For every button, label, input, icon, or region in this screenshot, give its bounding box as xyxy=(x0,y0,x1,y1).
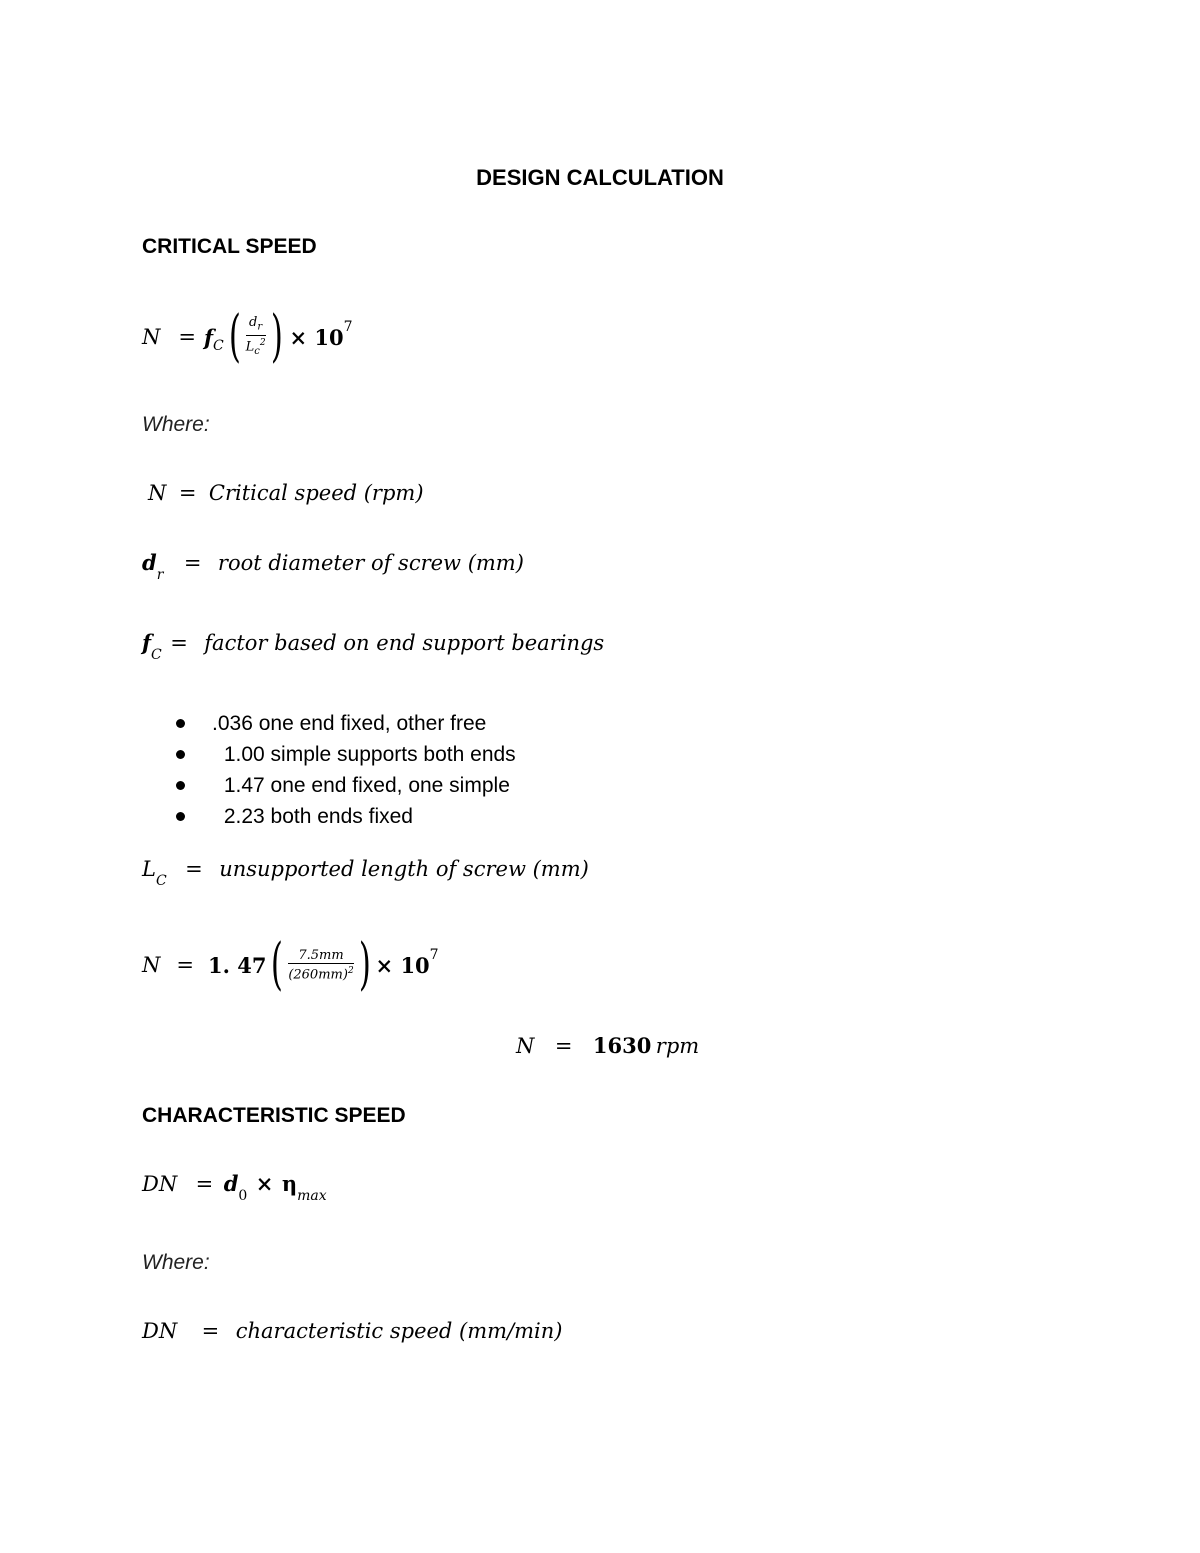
critical-speed-result xyxy=(516,1033,699,1058)
fraction-denominator: $(260mm)^2$ xyxy=(288,965,354,983)
right-paren: ) xyxy=(358,932,371,997)
formula-equals: = xyxy=(195,1172,214,1196)
formula-lhs: N xyxy=(142,953,161,977)
formula-coef: f xyxy=(203,324,214,350)
formula-coef: 1. 47 xyxy=(207,952,267,978)
definition-text: characteristic speed (mm/min) xyxy=(235,1319,563,1343)
symbol: f xyxy=(142,630,152,655)
bullet-icon xyxy=(176,781,185,790)
result-unit: rpm xyxy=(655,1034,700,1058)
critical-speed-formula xyxy=(142,300,353,374)
list-item: .036 one end fixed, other free xyxy=(176,708,516,739)
critical-speed-heading: CRITICAL SPEED xyxy=(142,235,317,258)
symbol-sub: C xyxy=(155,873,167,889)
definition-n xyxy=(148,481,424,505)
symbol: L xyxy=(142,857,156,881)
formula-d: d xyxy=(223,1171,239,1196)
substitution-formula xyxy=(142,930,439,1000)
equals: = xyxy=(183,551,202,575)
formula-fraction xyxy=(288,948,353,982)
characteristic-speed-heading: CHARACTERISTIC SPEED xyxy=(142,1104,406,1127)
equals: = xyxy=(185,857,203,881)
formula-lhs: N xyxy=(142,325,161,349)
definition-text: root diameter of screw (mm) xyxy=(217,551,524,575)
definition-text: Critical speed (rpm) xyxy=(208,481,424,505)
formula-exp: 7 xyxy=(429,947,439,963)
bullet-icon xyxy=(176,750,185,759)
formula-times: × 10 xyxy=(375,952,430,978)
bullet-icon xyxy=(176,719,185,728)
document-title: DESIGN CALCULATION xyxy=(476,165,724,190)
where-label: Where: xyxy=(142,1251,210,1274)
formula-times: × 10 xyxy=(289,324,344,350)
where-label: Where: xyxy=(142,413,210,436)
formula-times: × xyxy=(255,1171,274,1196)
formula-exp: 7 xyxy=(343,319,353,335)
definition-lc xyxy=(142,857,589,889)
definition-text: factor based on end support bearings xyxy=(204,631,605,655)
symbol: N xyxy=(148,481,167,505)
symbol: d xyxy=(142,550,157,575)
bullet-icon xyxy=(176,812,185,821)
formula-eta-sub: max xyxy=(297,1188,327,1204)
result-equals: = xyxy=(554,1034,573,1058)
equals: = xyxy=(170,631,188,655)
right-paren: ) xyxy=(270,304,283,369)
definition-dr xyxy=(142,550,524,583)
left-paren: ( xyxy=(228,304,241,369)
equals: = xyxy=(178,481,197,505)
fraction-denominator: $L_c^2$ xyxy=(245,337,266,357)
characteristic-speed-formula xyxy=(142,1171,327,1204)
result-lhs: N xyxy=(516,1034,535,1058)
left-paren: ( xyxy=(271,932,284,997)
fraction-numerator: 7.5mm xyxy=(298,947,344,963)
result-value: 1630 xyxy=(592,1033,652,1058)
formula-lhs: DN xyxy=(142,1172,178,1196)
definition-dn xyxy=(142,1319,563,1343)
definition-fc xyxy=(142,630,605,663)
list-item: 2.23 both ends fixed xyxy=(176,801,516,832)
list-item: 1.00 simple supports both ends xyxy=(176,739,516,770)
support-factor-list xyxy=(176,708,516,832)
list-item: 1.47 one end fixed, one simple xyxy=(176,770,516,801)
symbol: DN xyxy=(142,1319,178,1343)
symbol-sub: C xyxy=(151,647,162,663)
formula-eta: η xyxy=(281,1171,298,1196)
formula-fraction xyxy=(246,315,266,359)
equals: = xyxy=(201,1319,220,1343)
definition-text: unsupported length of screw (mm) xyxy=(219,857,589,881)
formula-d-sub: 0 xyxy=(238,1188,248,1204)
formula-equals: = xyxy=(178,325,196,349)
formula-coef-sub: C xyxy=(213,338,224,354)
fraction-numerator: $d_r$ xyxy=(249,315,263,333)
symbol-sub: r xyxy=(156,567,164,583)
formula-equals: = xyxy=(176,953,194,977)
